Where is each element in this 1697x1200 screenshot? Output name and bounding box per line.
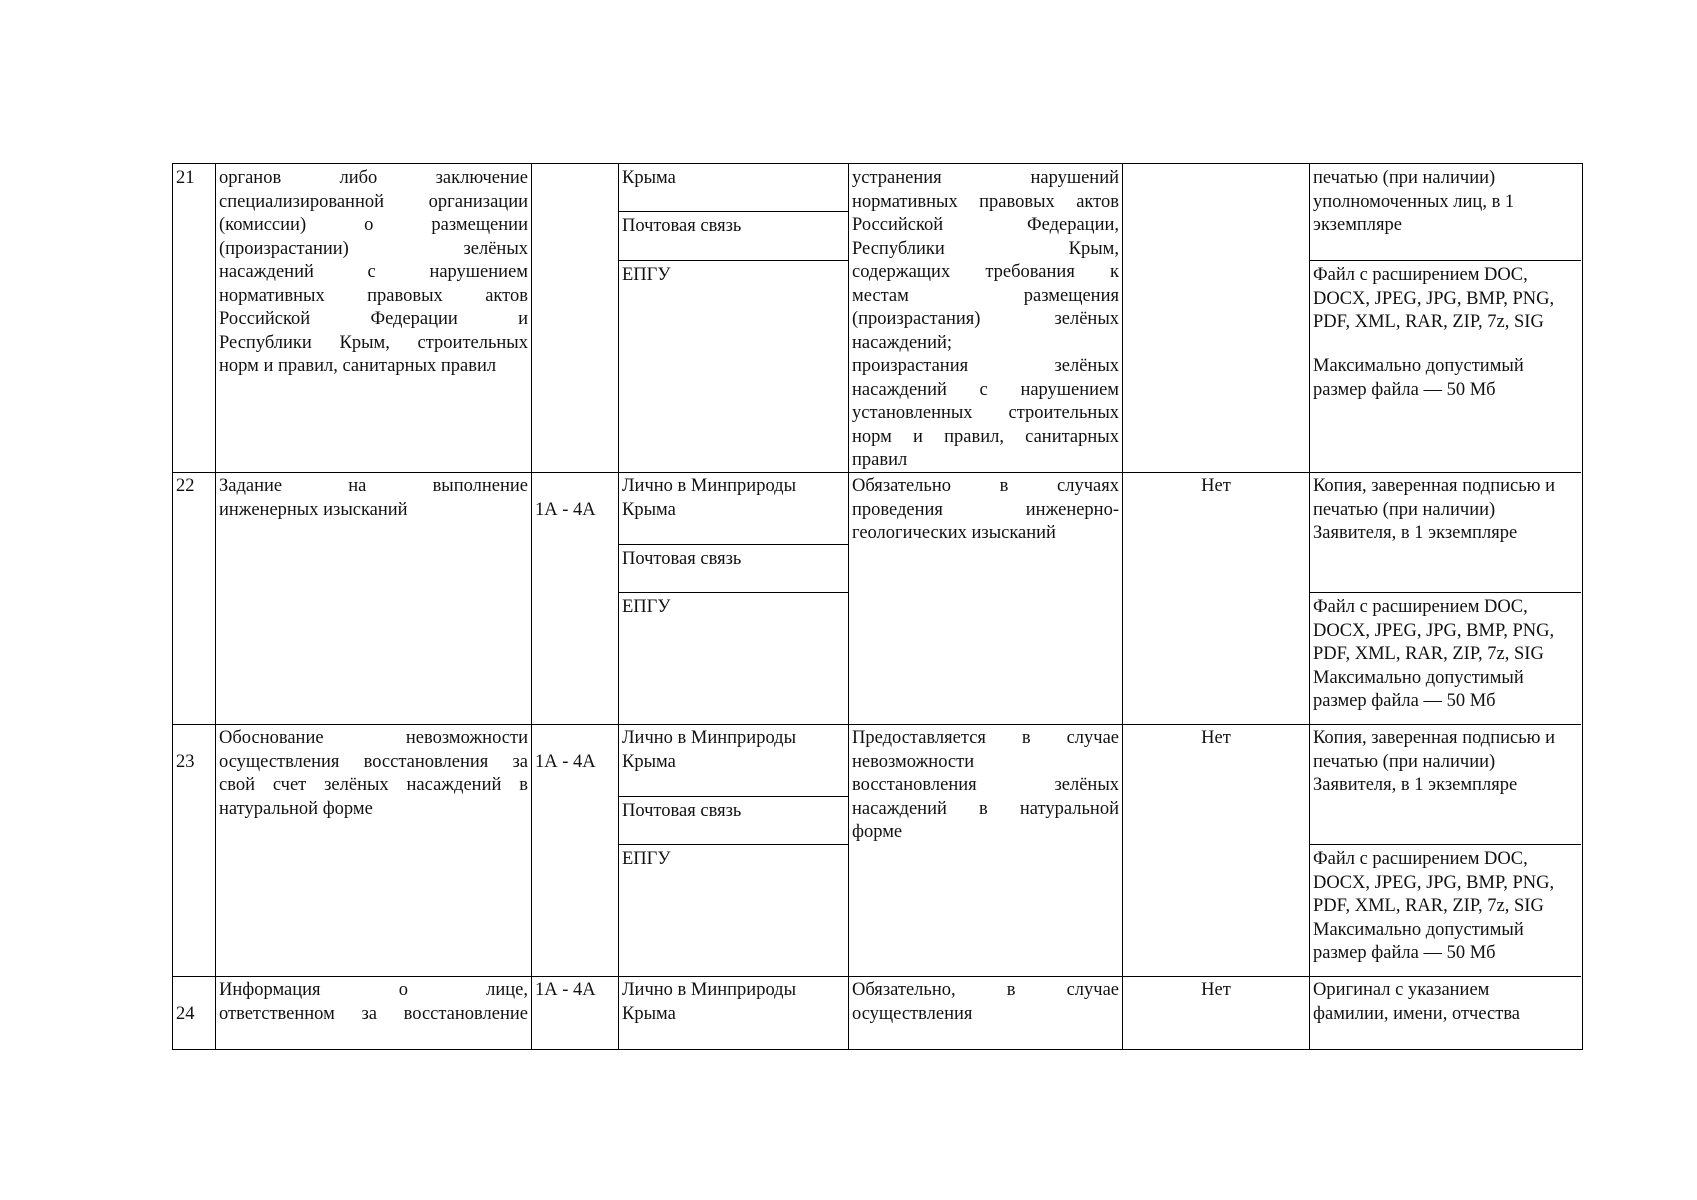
row-divider [173, 976, 1581, 977]
category: 1А - 4А [535, 500, 596, 520]
text-line: размер файла — 50 Мб [1313, 691, 1496, 711]
text-line: произрастания зелёных [852, 356, 1119, 376]
text-line: содержащих требования к [852, 262, 1119, 282]
text-line: натуральной форме [219, 798, 373, 819]
condition-text [852, 475, 1119, 546]
form-paper [1313, 167, 1579, 238]
form-file [1313, 264, 1579, 335]
subcell-divider [1309, 592, 1581, 593]
text-line: PDF, XML, RAR, ZIP, 7z, SIG [1313, 644, 1544, 664]
text-line: Информация о лице, [219, 980, 528, 1000]
subcell-divider [1309, 260, 1581, 261]
document-name [219, 979, 528, 1026]
channel-epgu: ЕПГУ [622, 265, 671, 285]
text-line: Российской Федерации, [852, 215, 1119, 235]
text-line: Республики Крым, [852, 238, 1119, 259]
text-line: Обязательно в случаях [852, 476, 1119, 496]
text-line: насаждений с нарушением [219, 262, 528, 282]
text-line: (произрастания) зелёных [852, 309, 1119, 329]
channel-post: Почтовая связь [622, 801, 742, 821]
text-line: насаждений с нарушением [852, 379, 1119, 400]
channel-post: Почтовая связь [622, 216, 742, 236]
text-line: восстановления зелёных [852, 775, 1119, 795]
text-line: Оригинал с указанием [1313, 980, 1490, 1000]
row-divider [173, 724, 1581, 725]
form-size [1313, 355, 1579, 402]
text-line: размер файла — 50 Мб [1313, 943, 1496, 963]
text-line: нормативных правовых актов [219, 285, 528, 306]
subcell-divider [618, 211, 848, 212]
text-line: осуществления восстановления за [219, 751, 528, 772]
text-line: правил [852, 450, 908, 470]
category: 1А - 4А [535, 980, 596, 1000]
text-line: специализированной организации [219, 191, 528, 212]
form-file [1313, 848, 1579, 966]
text-line: Заявителя, в 1 экземпляре [1313, 523, 1518, 543]
document-name [219, 167, 528, 379]
subcell-divider [618, 796, 848, 797]
subcell-divider [618, 544, 848, 545]
channel-in-person: Лично в Минприроды Крыма [622, 728, 796, 772]
text-line: местам размещения [852, 285, 1119, 306]
row-number: 24 [176, 1004, 195, 1024]
text-line: Файл с расширением DOC, [1313, 849, 1528, 869]
text-line: печатью (при наличии) [1313, 168, 1496, 188]
subcell-divider [618, 844, 848, 845]
subcell-divider [618, 592, 848, 593]
subcell-divider [618, 260, 848, 261]
text-line: PDF, XML, RAR, ZIP, 7z, SIG [1313, 896, 1544, 916]
text-line: Файл с расширением DOC, [1313, 265, 1528, 285]
text-line: нормативных правовых актов [852, 191, 1119, 212]
text-line: насаждений в натуральной [852, 798, 1119, 819]
text-line: размер файла — 50 Мб [1313, 379, 1496, 400]
channel-post: Почтовая связь [622, 549, 742, 569]
text-line: фамилии, имени, отчества [1313, 1003, 1521, 1024]
category: 1А - 4А [535, 752, 596, 772]
text-line: уполномоченных лиц, в 1 [1313, 191, 1515, 212]
col-divider [1122, 164, 1123, 1049]
col-divider [531, 164, 532, 1049]
text-line: свой счет зелёных насаждений в [219, 775, 528, 795]
text-line: печатью (при наличии) [1313, 499, 1496, 520]
text-line: органов либо заключение [219, 168, 528, 188]
document-name [219, 475, 528, 522]
text-line: Максимально допустимый [1313, 667, 1524, 688]
text-line: Обоснование невозможности [219, 728, 528, 748]
text-line: DOCX, JPEG, JPG, BMP, PNG, [1313, 872, 1555, 893]
text-line: Заявителя, в 1 экземпляре [1313, 775, 1518, 795]
text-line: геологических изысканий [852, 523, 1056, 543]
col-divider [215, 164, 216, 1049]
text-line: печатью (при наличии) [1313, 751, 1496, 772]
text-line: PDF, XML, RAR, ZIP, 7z, SIG [1313, 312, 1544, 332]
row-number: 21 [176, 168, 195, 188]
text-line: Файл с расширением DOC, [1313, 597, 1528, 617]
required-flag: Нет [1201, 728, 1231, 748]
condition-text [852, 727, 1119, 845]
text-line: ответственном за восстановление [219, 1003, 528, 1024]
text-line: Копия, заверенная подписью и [1313, 476, 1556, 496]
text-line: устранения нарушений [852, 168, 1119, 188]
text-line: Копия, заверенная подписью и [1313, 728, 1556, 748]
text-line: проведения инженерно- [852, 499, 1119, 520]
text-line: Задание на выполнение [219, 476, 528, 496]
row-number: 22 [176, 476, 195, 496]
text-line: инженерных изысканий [219, 499, 408, 520]
text-line: Максимально допустимый [1313, 356, 1524, 376]
required-flag: Нет [1201, 980, 1231, 1000]
text-line: насаждений; [852, 332, 953, 353]
text-line: (произрастании) зелёных [219, 238, 528, 259]
text-line: форме [852, 822, 903, 842]
text-line: Республики Крым, строительных [219, 332, 528, 353]
required-flag: Нет [1201, 476, 1231, 496]
documents-table [172, 163, 1583, 1050]
text-line: (комиссии) о размещении [219, 215, 528, 235]
condition-text [852, 979, 1119, 1026]
text-line: невозможности [852, 751, 975, 772]
col-divider [618, 164, 619, 1049]
text-line: Российской Федерации и [219, 309, 528, 329]
channel-in-person: Лично в Минприроды Крыма [622, 980, 796, 1024]
channel-in-person: Крыма [622, 168, 676, 188]
col-divider [848, 164, 849, 1049]
text-line: DOCX, JPEG, JPG, BMP, PNG, [1313, 620, 1555, 641]
form-paper [1313, 979, 1579, 1026]
text-line: DOCX, JPEG, JPG, BMP, PNG, [1313, 288, 1555, 309]
form-file [1313, 596, 1579, 714]
text-line: Предоставляется в случае [852, 728, 1119, 748]
channel-in-person: Лично в Минприроды Крыма [622, 476, 796, 520]
text-line: норм и правил, санитарных [852, 426, 1119, 447]
form-paper [1313, 475, 1579, 546]
condition-text [852, 167, 1119, 473]
document-name [219, 727, 528, 821]
subcell-divider [1309, 844, 1581, 845]
channel-epgu: ЕПГУ [622, 597, 671, 617]
form-paper [1313, 727, 1579, 798]
text-line: норм и правил, санитарных правил [219, 356, 497, 376]
text-line: установленных строительных [852, 403, 1119, 423]
channel-epgu: ЕПГУ [622, 849, 671, 869]
row-number: 23 [176, 752, 195, 772]
text-line: экземпляре [1313, 215, 1403, 235]
text-line: Обязательно, в случае [852, 980, 1119, 1000]
text-line: осуществления [852, 1003, 973, 1024]
text-line: Максимально допустимый [1313, 919, 1524, 940]
col-divider [1309, 164, 1310, 1049]
